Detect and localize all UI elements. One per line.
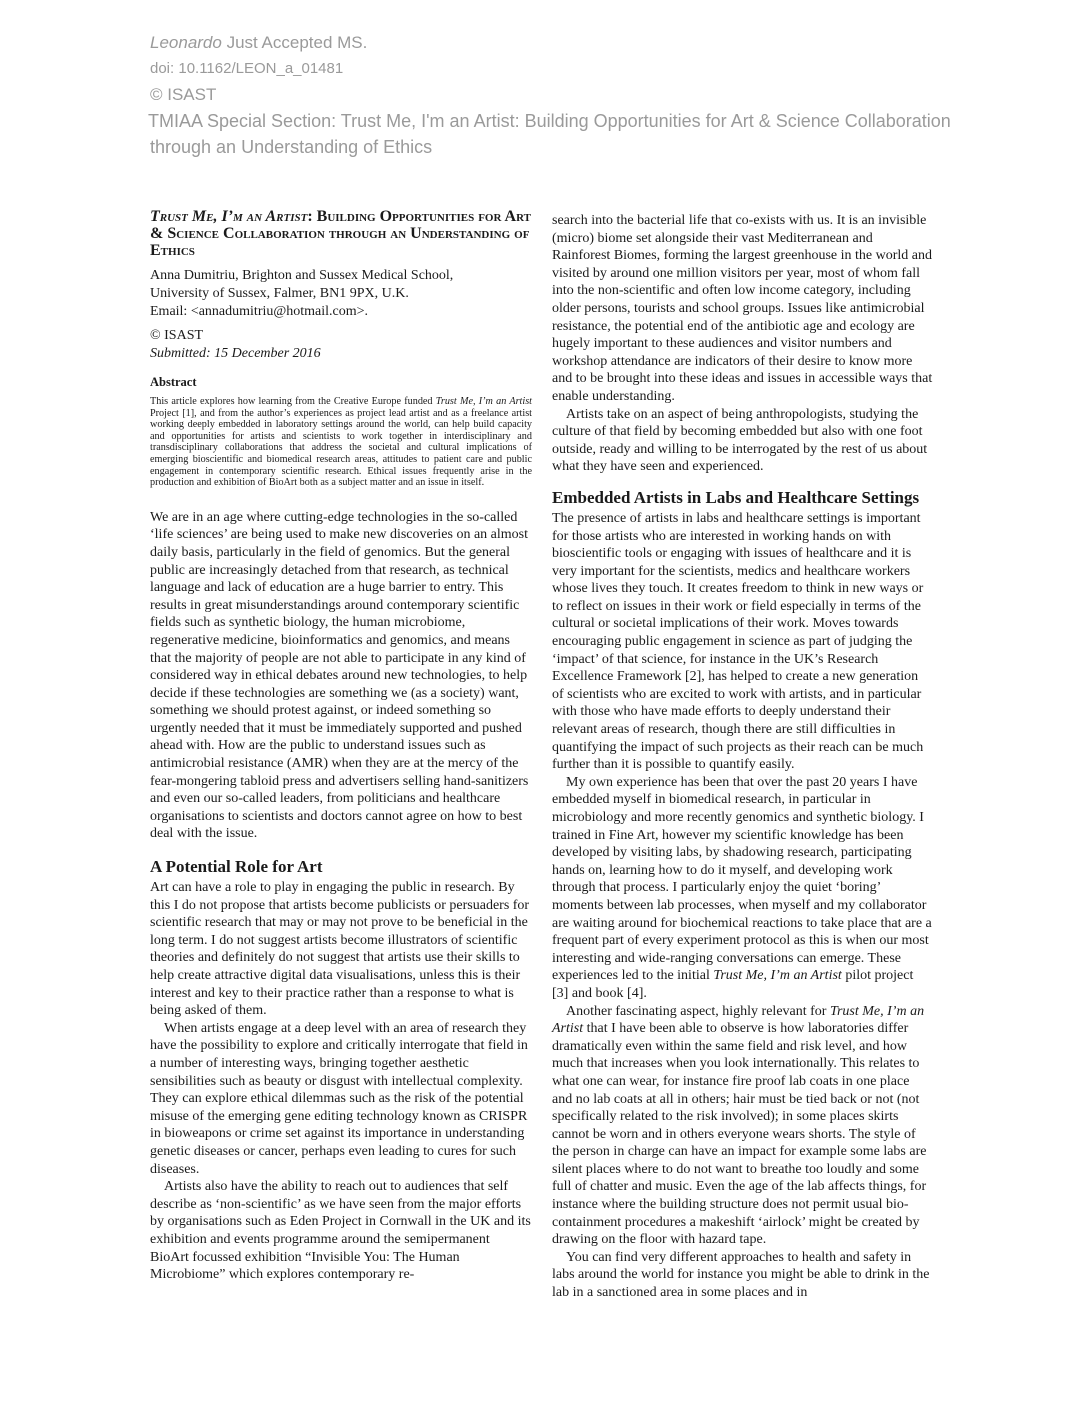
special-section-line1: TMIAA Special Section: Trust Me, I'm an Artist: Building Opportunities for Art & Science Collaboration — [148, 111, 951, 131]
author-line-2: University of Sussex, Falmer, BN1 9PX, U.K. — [150, 286, 409, 301]
right-paragraph-2: Artists take on an aspect of being anthropologists, studying the culture of that field by becoming embedded but also with one foot outside, ready and willing to be interrogated by the rest of us about what they have seen and experienced. — [552, 406, 928, 475]
journal-name: Leonardo — [150, 33, 222, 52]
right-column — [552, 212, 933, 1302]
section-heading-potential-role: A Potential Role for Art — [150, 857, 323, 877]
special-section-line2: through an Understanding of Ethics — [150, 137, 433, 157]
journal-status: Just Accepted MS. — [226, 33, 368, 52]
article-copyright: © ISAST — [150, 328, 204, 343]
section2-paragraph-1: The presence of artists in labs and healthcare settings is important for those artists who are interested in working hands on with bioscientific tools or engaging with issues of healthcare and it is very important for the scientists, medics and healthcare workers whose lives they touch. It creates freedom to think in new ways or to reflect on issues in their work or field especially in terms of the cultural or societal implications of their work. Moves towards encouraging public engagement in science as part of judging the ‘impact’ of that science, for instance in the UK’s Research Excellence Framework [2], has helped to create a new generation of scientists who are excited to work with artists, and in particular with those who have made efforts to deeply understand their relevant areas of research, though there are still difficulties in quantifying the impact of such projects as their reach can be much further than it is possible to quantify easily. — [552, 510, 924, 773]
author-block — [150, 267, 532, 321]
section2-paragraph-4: You can find very different approaches to health and safety in labs around the world for instance you might be able to drink in the lab in a sanctioned area in some places and in — [552, 1249, 930, 1301]
section2-paragraph-2-italic: Trust Me, I’m an Artist — [713, 968, 842, 984]
journal-header — [150, 30, 1050, 160]
abstract-heading: Abstract — [150, 375, 197, 389]
submitted-date: Submitted: 15 December 2016 — [150, 346, 321, 361]
section2-paragraph-2-part-a: My own experience has been that over the past 20 years I have embedded myself in biomedical research, in particular in microbiology and more recently genomics and synthetic biology. I trained in Fine Art, however my scientific knowledge has been developed by visiting labs, by shadowing research, participating hands on, learning how to do it myself, and developing work through that process. I particularly enjoy the quiet ‘boring’ moments between lab processes, when myself and my collaborator are waiting around for biochemical reactions to take place that are a frequent part of every experiment protocol as this is when our most interesting and wide-ranging conversations can emerge. These experiences led to the initial — [552, 774, 932, 984]
section2-paragraph-3-italic: Trust Me, I’m an Artist — [552, 1003, 925, 1037]
abstract-text — [150, 396, 532, 489]
abstract-part-2: Project [1], and from the author’s experiences as project lead artist and as a freelance artist working deeply embedded in laboratory settings around the world, can help build capacity and opportunities for artists and scientists to work together in interdisciplinary and transdisciplinary collaborations that address the societal and cultural implications of emerging bioscientific and biomedical research areas, attitudes to patient care and public engagement in contemporary scientific research. Ethical issues frequently arise in the production and exhibition of BioArt both as a subject matter and an issue in itself. — [150, 407, 532, 489]
section1-paragraph-1: Art can have a role to play in engaging the public in research. By this I do not propose that artists become publicists or persuaders for scientific research that may or may not prove to be beneficial in the long term. I do not suggest artists become illustrators of scientific theories and definitely do not suggest that artists use their skills to help create attractive digital data visualisations, unless this is their interest and key to their practice rather than a response to what is being asked of them. — [150, 880, 530, 1019]
intro-paragraph: We are in an age where cutting-edge technologies in the so-called ‘life sciences’ are being used to make new discoveries on an almost daily basis, particularly in the field of genomics. But the general public are increasingly detached from that research, as technical language and lack of education are a huge barrier to entry. This results in great misunderstandings around contemporary scientific fields such as synthetic biology, the human microbiome, regenerative medicine, bioinformatics and genomics, and means that the majority of people are not able to participate in any kind of considered way in ethical debates around new technologies, to help decide if these technologies are something we (as a society) want, something we should protest against, or indeed something so urgently needed that it must be immediately supported and pushed ahead with. How are the public to understand issues such as antimicrobial resistance (AMR) when they are at the mercy of the fear-mongering tabloid press and advertisers selling hand-sanitizers and even our so-called leaders, from politicians and healthcare organisations to scientists and doctors cannot agree on how to best deal with the issue. — [150, 509, 529, 842]
section-heading-embedded-artists: Embedded Artists in Labs and Healthcare Settings — [552, 487, 920, 507]
abstract-italic: Trust Me, I’m an Artist — [435, 396, 532, 407]
section2-paragraph-3 — [552, 1003, 933, 1249]
section2-paragraph-3-part-a: Another fascinating aspect, highly relevant for — [566, 1003, 830, 1019]
abstract-part-1: This article explores how learning from the Creative Europe funded — [150, 396, 436, 407]
article-title — [150, 208, 532, 259]
section1-paragraph-2: When artists engage at a deep level with an area of research they have the possibility to explore and critically interrogate that field in a number of interesting ways, bringing together aesthetic sensibilities such as beauty or disgust with intellectual complexity. They can explore ethical dilemmas such as the risk of the potential misuse of the emerging gene editing technology known as CRISPR in bioweapons or crime set against its importance in understanding genetic diseases or cancer, perhaps even leading to cures for such diseases. — [150, 1020, 528, 1177]
left-column — [150, 208, 532, 1284]
article-title-rest: : Building Opportunities for Art & Science Collaboration through an Understanding of Ethics — [150, 208, 531, 259]
author-line-1: Anna Dumitriu, Brighton and Sussex Medical School, — [150, 268, 454, 283]
article-title-italic: Trust Me, I’m an Artist — [150, 208, 308, 225]
author-email: Email: <annadumitriu@hotmail.com>. — [150, 304, 369, 319]
journal-doi: doi: 10.1162/LEON_a_01481 — [150, 60, 344, 77]
journal-copyright: © ISAST — [150, 85, 217, 104]
section2-paragraph-2 — [552, 774, 933, 1003]
journal-status-line — [150, 30, 1050, 56]
section2-paragraph-2-part-b: pilot project [3] and book [4]. — [552, 968, 914, 1001]
section1-paragraph-3: Artists also have the ability to reach out to audiences that self describe as ‘non-scientific’ as we have seen from the major efforts by organisations such as Eden Project in Cornwall in the UK and its exhibition and events programme around the semipermanent BioArt focussed exhibition “Invisible You: The Human Microbiome” which explores contemporary re- — [150, 1179, 531, 1283]
right-paragraph-1: search into the bacterial life that co-exists with us. It is an invisible (micro) biome set alongside their vast Mediterranean and Rainforest Biomes, forming the largest greenhouse in the world and visited by around one million visitors per year, most of whom fall into the non-scientific and often low income category, including older persons, tourists and school groups. Issues like antimicrobial resistance, the potential end of the antibiotic age and ecology are hugely important to these audiences and visitor numbers and workshop attendance are indicators of their desire to know more and to be brought into these ideas and issues in accessible ways that enable understanding. — [552, 213, 933, 404]
section2-paragraph-3-part-b: that I have been able to observe is how laboratories differ dramatically even within the same field and risk level, and how much that increases when you look internationally. This relates to what one can wear, for instance fire proof lab coats in one place and no lab coats at all in others; hair must be tied back or not (not specifically related to the risk involved); in some places skirts cannot be worn and in others everyone wears shorts. The style of the person in charge can have an impact for example some labs are silent places where to do not want to breathe too loudly and some full of chatter and music. Even the age of the lab affects things, for instance where the building structure does not permit usual bio-containment procedures a makeshift ‘airlock’ might be created by drawing on the floor with hazard tape. — [552, 1021, 927, 1248]
